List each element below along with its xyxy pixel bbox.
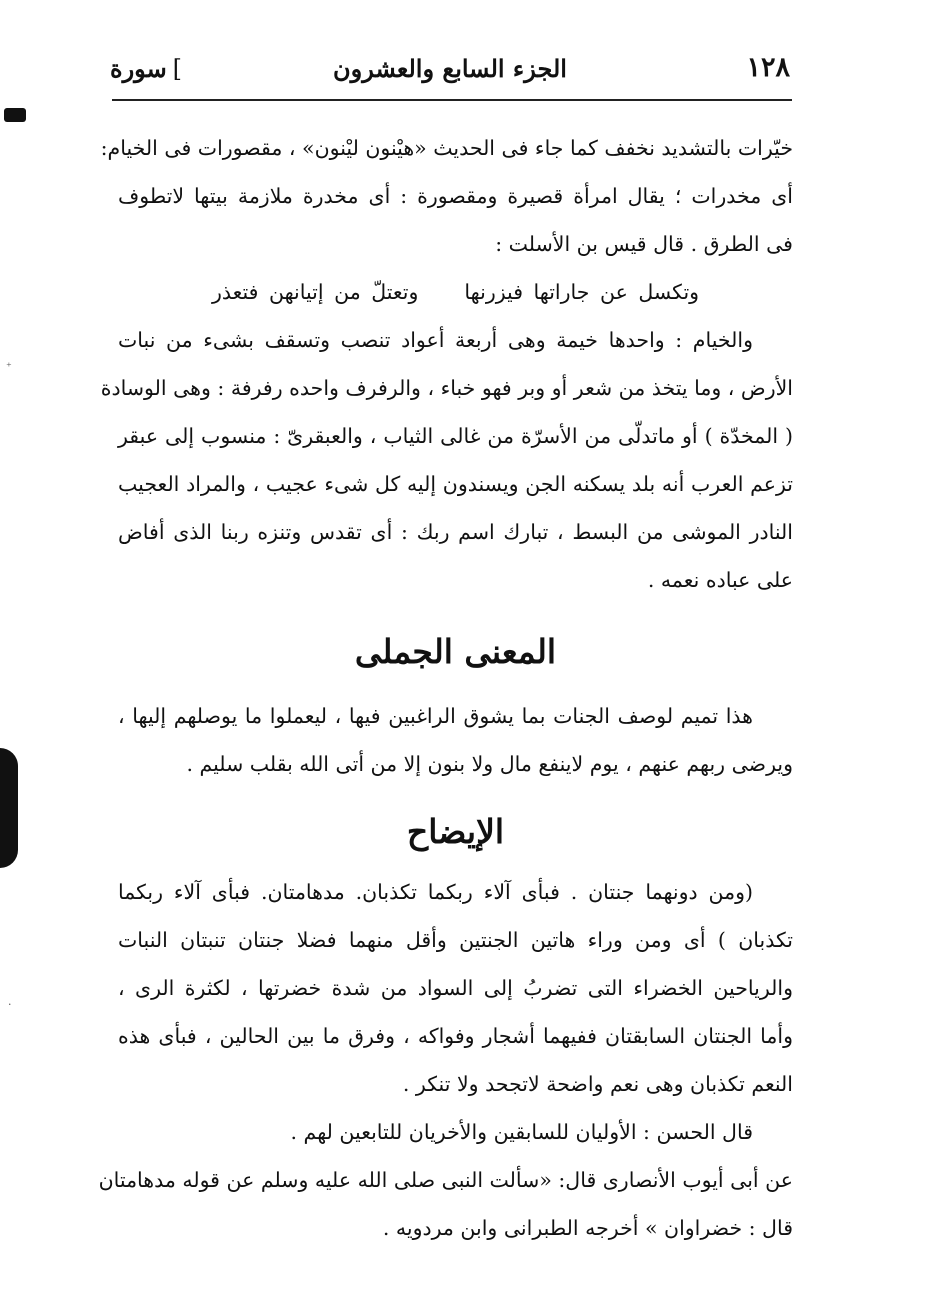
text-line: الأرض ، وما يتخذ من شعر أو وبر فهو خباء ، والرفرف واحده رفرفة : وهى الوسادة [100,376,793,400]
scan-speck: · [8,998,12,1011]
text-line: أى مخدرات ؛ يقال امرأة قصيرة ومقصورة : أى مخدرة ملازمة بيتها لاتطوف [118,184,793,208]
poetry-verse [118,268,793,316]
page-number: ١٢٨ [746,52,790,83]
text-line: النعم تكذبان وهى نعم واضحة لاتجحد ولا تنكر . [402,1072,793,1096]
surah-label [110,54,182,83]
verse-hemistich-2: وتعتلّ من إتيانهن فتعذر [211,280,419,304]
text-line: ( المخدّة ) أو ماتدلّى من الأسرّة من غالى الثياب ، والعبقرىّ : منسوب إلى عبقر [118,424,793,448]
page-header [110,52,790,92]
header-rule [112,99,792,101]
quotation-line: قال الحسن : الأوليان للسابقين والأخريان للتابعين لهم . [290,1120,753,1144]
verse-hemistich-1: وتكسل عن جاراتها فيزرنها [464,280,700,304]
bracket-mark: ] [172,55,183,83]
text-line: والرياحين الخضراء التى تضربُ إلى السواد من شدة خضرتها ، لكثرة الرى ، [118,976,793,1000]
section-heading-explanation: الإيضاح [406,812,505,851]
text-line: النادر الموشى من البسط ، تبارك اسم ربك : أى تقدس وتنزه ربنا الذى أفاض [118,520,793,544]
text-line: وأما الجنتان السابقتان ففيهما أشجار وفواكه ، وفرق ما بين الحالين ، فبأى هذه [118,1024,793,1048]
text-line: (ومن دونهما جنتان . فبأى آلاء ربكما تكذبان. مدهامتان. فبأى آلاء ربكما [118,880,753,904]
text-line: تزعم العرب أنه بلد يسكنه الجن ويسندون إليه كل شىء عجيب ، والمراد العجيب [118,472,793,496]
section-heading-general-meaning: المعنى الجملى [354,632,557,671]
text-line: والخيام : واحدها خيمة وهى أربعة أعواد تنصب وتسقف بشىء من نبات [118,328,753,352]
surah-name: سورة [110,54,167,83]
text-line: فى الطرق . قال قيس بن الأسلت : [495,232,793,256]
running-title: الجزء السابع والعشرون [333,54,567,83]
scan-mark [4,108,26,122]
text-line: ويرضى ربهم عنهم ، يوم لاينفع مال ولا بنون إلا من أتى الله بقلب سليم . [186,752,793,776]
explanation-block [98,868,793,1252]
text-line: على عباده نعمه . [647,568,793,592]
text-line: تكذبان ) أى ومن وراء هاتين الجنتين وأقل منهما فضلا جنتان تنبتان النبات [118,928,793,952]
text-line: هذا تميم لوصف الجنات بما يشوق الراغبين فيها ، ليعملوا ما يوصلهم إليها ، [118,704,753,728]
general-meaning-block [118,692,793,788]
text-line: قال : خضراوان » أخرجه الطبرانى وابن مردويه . [382,1216,793,1240]
scan-speck: ⁺ [6,360,12,373]
text-line: خيّرات بالتشديد نخفف كما جاء فى الحديث «هيْنون ليْنون» ، مقصورات فى الخيام: [100,136,793,160]
glossary-block-1 [100,124,793,604]
scan-shadow-blot [0,748,18,868]
text-line: عن أبى أيوب الأنصارى قال: «سألت النبى صلى الله عليه وسلم عن قوله مدهامتان [98,1168,793,1192]
